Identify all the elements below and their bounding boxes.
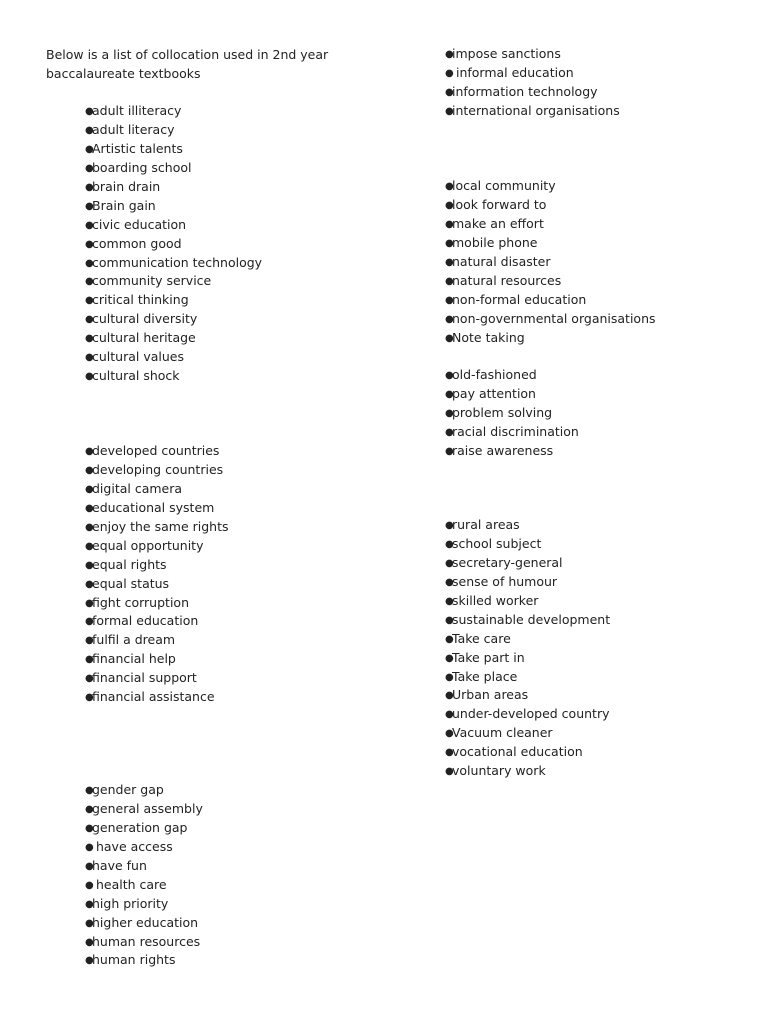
collocation-text: problem solving (452, 404, 553, 420)
bullet-icon: ● (85, 673, 94, 685)
collocation-text: voluntary work (452, 763, 546, 779)
list-item (445, 83, 620, 102)
collocation-text: raise awareness (452, 442, 554, 458)
collocation-text: boarding school (92, 159, 192, 175)
list-item (445, 253, 656, 272)
bullet-icon: ● (445, 576, 454, 588)
list-item (85, 461, 229, 480)
collocation-text: Artistic talents (92, 140, 183, 156)
list-item (445, 743, 610, 762)
list-item (445, 291, 656, 310)
bullet-icon: ● (85, 352, 94, 364)
bullet-icon: ● (445, 49, 454, 60)
collocation-text: civic education (92, 216, 187, 232)
bullet-icon: ● (445, 199, 454, 211)
bullet-icon: ● (85, 578, 94, 590)
bullet-icon: ● (445, 633, 454, 645)
list-item (85, 216, 262, 235)
list-item (85, 442, 229, 461)
collocation-text: cultural values (92, 349, 184, 365)
collocation-text: formal education (92, 613, 199, 629)
collocation-text: non-formal education (452, 291, 587, 307)
bullet-icon: ● (445, 538, 454, 550)
collocation-list-g-h (85, 781, 203, 970)
bullet-icon: ● (445, 218, 454, 230)
bullet-icon: ● (85, 898, 94, 910)
collocation-text: school subject (452, 535, 542, 551)
collocation-text: fulfil a dream (92, 632, 176, 648)
bullet-icon: ● (445, 595, 454, 607)
collocation-text: Urban areas (452, 687, 529, 703)
bullet-icon: ● (445, 370, 454, 381)
bullet-icon: ● (445, 86, 454, 98)
list-item (85, 933, 203, 952)
bullet-icon: ● (445, 557, 454, 569)
bullet-icon: ● (445, 747, 454, 759)
list-item (85, 329, 262, 348)
bullet-icon: ● (85, 540, 94, 552)
list-item (445, 215, 656, 234)
bullet-icon: ● (85, 143, 94, 155)
list-item (445, 310, 656, 329)
list-item (85, 159, 262, 178)
list-item (445, 630, 610, 649)
collocation-list-o-r (445, 366, 579, 461)
bullet-icon: ● (445, 67, 454, 79)
collocation-text: educational system (92, 499, 215, 515)
bullet-icon: ● (85, 314, 94, 326)
collocation-text: financial assistance (92, 689, 215, 705)
collocation-text: non-governmental organisations (452, 310, 656, 326)
bullet-icon: ● (85, 238, 94, 250)
collocation-text: cultural shock (92, 368, 180, 384)
collocation-text: have access (92, 838, 173, 854)
collocation-text: fight corruption (92, 594, 189, 610)
list-item (85, 480, 229, 499)
list-item (445, 442, 579, 461)
bullet-icon: ● (85, 616, 94, 628)
list-item (85, 688, 229, 707)
bullet-icon: ● (445, 766, 454, 778)
collocation-text: brain drain (92, 178, 161, 194)
list-item (445, 329, 656, 348)
bullet-icon: ● (445, 690, 454, 702)
collocation-text: health care (92, 876, 167, 892)
collocation-text: developing countries (92, 461, 224, 477)
list-item (85, 876, 203, 895)
collocation-text: developed countries (92, 443, 220, 458)
collocation-list-r-v (445, 516, 610, 781)
bullet-icon: ● (445, 275, 454, 287)
bullet-icon: ● (445, 614, 454, 626)
collocation-text: natural disaster (452, 253, 551, 269)
bullet-icon: ● (85, 917, 94, 929)
list-item (85, 594, 229, 613)
bullet-icon: ● (85, 162, 94, 174)
bullet-icon: ● (85, 692, 94, 704)
list-item (85, 650, 229, 669)
collocation-text: equal rights (92, 556, 167, 572)
list-item (85, 178, 262, 197)
list-item (85, 291, 262, 310)
collocation-list-i (445, 45, 620, 121)
bullet-icon: ● (85, 841, 94, 853)
bullet-icon: ● (85, 257, 94, 269)
collocation-text: digital camera (92, 480, 183, 496)
collocation-text: sustainable development (452, 611, 611, 627)
collocation-text: natural resources (452, 272, 562, 288)
collocation-text: Take part in (452, 649, 525, 665)
collocation-text: equal status (92, 575, 170, 591)
collocation-text: financial support (92, 670, 197, 686)
collocation-text: skilled worker (452, 592, 539, 608)
bullet-icon: ● (445, 652, 454, 664)
collocation-text: adult literacy (92, 121, 175, 137)
collocation-text: informal education (452, 64, 574, 80)
bullet-icon: ● (445, 407, 454, 419)
collocation-text: critical thinking (92, 292, 189, 308)
collocation-text: communication technology (92, 254, 263, 270)
list-item (85, 499, 229, 518)
list-item (85, 272, 262, 291)
collocation-text: old-fashioned (452, 367, 537, 382)
bullet-icon: ● (85, 502, 94, 514)
list-item (445, 762, 610, 781)
bullet-icon: ● (85, 483, 94, 495)
list-item (445, 611, 610, 630)
collocation-text: vocational education (452, 744, 583, 760)
bullet-icon: ● (85, 559, 94, 571)
list-item (445, 177, 656, 196)
intro-line-2: baccalaureate textbooks (46, 66, 201, 81)
collocation-text: equal opportunity (92, 537, 204, 553)
list-item (445, 234, 656, 253)
collocation-text: secretary-general (452, 554, 563, 570)
list-item (85, 612, 229, 631)
collocation-text: local community (452, 178, 556, 193)
bullet-icon: ● (445, 445, 454, 457)
collocation-text: impose sanctions (452, 46, 561, 61)
list-item (445, 45, 620, 64)
collocation-text: cultural heritage (92, 330, 196, 346)
list-item (445, 592, 610, 611)
bullet-icon: ● (85, 936, 94, 948)
list-item (445, 196, 656, 215)
intro-line-1: Below is a list of collocation used in 2nd year (46, 47, 329, 62)
bullet-icon: ● (85, 879, 94, 891)
list-item (445, 649, 610, 668)
collocation-text: have fun (92, 857, 147, 873)
list-item (445, 64, 620, 83)
list-item (85, 140, 262, 159)
list-item (445, 423, 579, 442)
list-item (85, 348, 262, 367)
bullet-icon: ● (85, 124, 94, 136)
bullet-icon: ● (85, 464, 94, 476)
collocation-text: enjoy the same rights (92, 518, 229, 534)
list-item (85, 819, 203, 838)
list-item (445, 705, 610, 724)
bullet-icon: ● (445, 709, 454, 721)
list-item (445, 404, 579, 423)
bullet-icon: ● (85, 276, 94, 288)
list-item (445, 102, 620, 121)
bullet-icon: ● (85, 446, 94, 457)
collocation-text: high priority (92, 895, 169, 911)
list-item (445, 366, 579, 385)
bullet-icon: ● (85, 635, 94, 647)
bullet-icon: ● (445, 181, 454, 192)
collocation-text: community service (92, 273, 212, 289)
bullet-icon: ● (445, 388, 454, 400)
list-item (445, 554, 610, 573)
bullet-icon: ● (85, 860, 94, 872)
collocation-text: human resources (92, 933, 201, 949)
list-item (85, 669, 229, 688)
collocation-text: pay attention (452, 385, 536, 401)
bullet-icon: ● (445, 426, 454, 438)
collocation-text: under-developed country (452, 706, 610, 722)
bullet-icon: ● (85, 106, 94, 117)
collocation-list-a-c (85, 102, 262, 386)
collocation-text: information technology (452, 83, 598, 99)
list-item (445, 724, 610, 743)
bullet-icon: ● (85, 371, 94, 383)
bullet-icon: ● (85, 200, 94, 212)
list-item (85, 102, 262, 121)
list-item (445, 535, 610, 554)
list-item (85, 367, 262, 386)
collocation-text: international organisations (452, 102, 620, 118)
bullet-icon: ● (85, 822, 94, 834)
bullet-icon: ● (445, 728, 454, 740)
list-item (85, 838, 203, 857)
bullet-icon: ● (445, 237, 454, 249)
collocation-text: higher education (92, 914, 199, 930)
bullet-icon: ● (445, 520, 454, 531)
list-item (85, 197, 262, 216)
list-item (85, 254, 262, 273)
collocation-text: Take care (452, 630, 511, 646)
bullet-icon: ● (445, 313, 454, 325)
list-item (85, 556, 229, 575)
bullet-icon: ● (85, 803, 94, 815)
collocation-text: cultural diversity (92, 311, 198, 327)
bullet-icon: ● (85, 597, 94, 609)
bullet-icon: ● (85, 219, 94, 231)
list-item (85, 951, 203, 970)
bullet-icon: ● (85, 955, 94, 967)
bullet-icon: ● (445, 332, 454, 344)
collocation-text: mobile phone (452, 234, 538, 250)
collocation-text: rural areas (452, 517, 520, 532)
list-item (445, 272, 656, 291)
list-item (85, 781, 203, 800)
list-item (445, 385, 579, 404)
bullet-icon: ● (445, 294, 454, 306)
collocation-list-l-n (445, 177, 656, 347)
list-item (85, 631, 229, 650)
collocation-text: Take place (452, 668, 518, 684)
collocation-text: Brain gain (92, 197, 156, 213)
bullet-icon: ● (85, 181, 94, 193)
collocation-text: general assembly (92, 800, 203, 816)
collocation-text: generation gap (92, 819, 188, 835)
collocation-text: adult illiteracy (92, 103, 182, 118)
collocation-text: make an effort (452, 215, 544, 231)
list-item (445, 668, 610, 687)
bullet-icon: ● (445, 671, 454, 683)
list-item (85, 310, 262, 329)
collocation-text: financial help (92, 651, 176, 667)
list-item (85, 895, 203, 914)
list-item (85, 800, 203, 819)
list-item (85, 235, 262, 254)
list-item (85, 121, 262, 140)
list-item (445, 686, 610, 705)
bullet-icon: ● (85, 785, 94, 796)
collocation-text: Note taking (452, 329, 525, 345)
bullet-icon: ● (445, 105, 454, 117)
collocation-text: Vacuum cleaner (452, 725, 553, 741)
collocation-text: gender gap (92, 782, 164, 797)
bullet-icon: ● (85, 295, 94, 307)
intro-paragraph (46, 45, 376, 83)
collocation-text: sense of humour (452, 573, 558, 589)
collocation-list-d-f (85, 442, 229, 707)
list-item (85, 857, 203, 876)
bullet-icon: ● (445, 256, 454, 268)
bullet-icon: ● (85, 521, 94, 533)
list-item (445, 573, 610, 592)
collocation-text: common good (92, 235, 182, 251)
list-item (85, 518, 229, 537)
collocation-text: human rights (92, 952, 176, 968)
bullet-icon: ● (85, 654, 94, 666)
collocation-text: look forward to (452, 196, 547, 212)
list-item (445, 516, 610, 535)
list-item (85, 537, 229, 556)
bullet-icon: ● (85, 333, 94, 345)
list-item (85, 914, 203, 933)
collocation-text: racial discrimination (452, 423, 579, 439)
list-item (85, 575, 229, 594)
